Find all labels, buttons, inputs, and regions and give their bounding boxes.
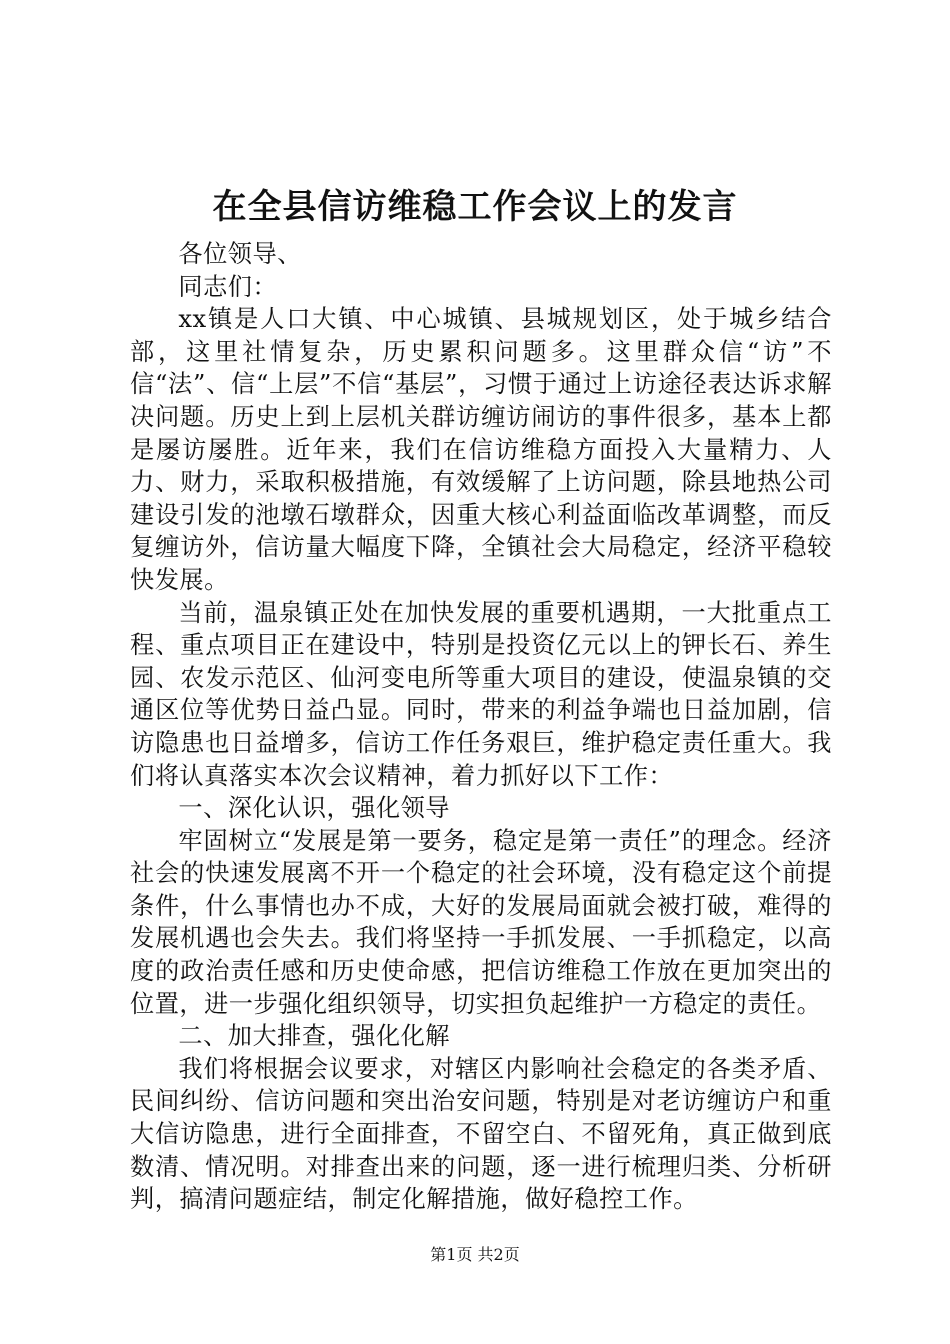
section-heading-2: 二、加大排查，强化化解	[178, 1022, 450, 1051]
paragraph-current-situation: 当前，温泉镇正处在加快发展的重要机遇期，一大批重点工程、重点项目正在建设中，特别是投资亿元以上的钾长石、养生园、农发示范区、仙河变电所等重大项目的建设，使温泉镇的交通区位等优势日益凸显。同时，带来的利益争端也日益加剧，信访隐患也日益增多，信访工作任务艰巨，维护稳定责任重大。我们将认真落实本次会议精神，着力抓好以下工作：	[130, 598, 832, 790]
paragraph-background: xx镇是人口大镇、中心城镇、县城规划区，处于城乡结合部，这里社情复杂，历史累积问题多。这里群众信“访”不信“法”、信“上层”不信“基层”，习惯于通过上访途径表达诉求解决问题。历史上到上层机关群访缠访闹访的事件很多，基本上都是屡访屡胜。近年来，我们在信访维稳方面投入大量精力、人力、财力，采取积极措施，有效缓解了上访问题，除县地热公司建设引发的池墩石墩群众，因重大核心利益面临改革调整，而反复缠访外，信访量大幅度下降，全镇社会大局稳定，经济平稳较快发展。	[130, 305, 832, 594]
paragraph-section-2: 我们将根据会议要求，对辖区内影响社会稳定的各类矛盾、民间纠纷、信访问题和突出治安问题，特别是对老访缠访户和重大信访隐患，进行全面排查，不留空白、不留死角，真正做到底数清、情况明。对排查出来的问题，逐一进行梳理归类、分析研判，搞清问题症结，制定化解措施，做好稳控工作。	[130, 1054, 832, 1214]
page-number-footer: 第1页 共2页	[430, 1245, 520, 1264]
page-title: 在全县信访维稳工作会议上的发言	[212, 187, 738, 227]
document-body	[130, 238, 832, 1216]
salutation-leaders: 各位领导、	[178, 240, 302, 268]
section-heading-1: 一、深化认识，强化领导	[178, 794, 450, 823]
paragraph-section-1: 牢固树立“发展是第一要务，稳定是第一责任”的理念。经济社会的快速发展离不开一个稳定的社会环境，没有稳定这个前提条件，什么事情也办不成，大好的发展局面就会被打破，难得的发展机遇也会失去。我们将坚持一手抓发展、一手抓稳定，以高度的政治责任感和历史使命感，把信访维稳工作放在更加突出的位置，进一步强化组织领导，切实担负起维护一方稳定的责任。	[130, 826, 832, 1018]
salutation-comrades: 同志们：	[178, 272, 278, 301]
